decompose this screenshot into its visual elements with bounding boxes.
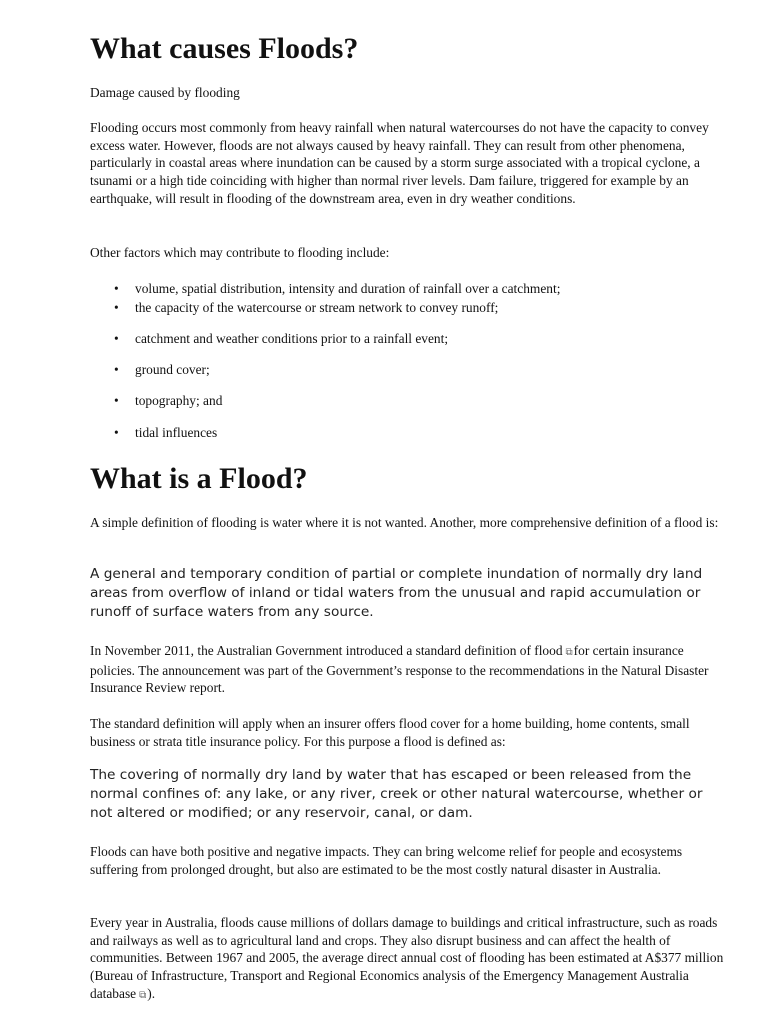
paragraph-standard-definition-history bbox=[90, 642, 730, 697]
paragraph-factors-intro: Other factors which may contribute to flooding include: bbox=[90, 245, 390, 260]
cost-text: Every year in Australia, floods cause millions of dollars damage to buildings and critical infrastructure, such as roads and railways as well as to agricultural land and crops. They also disrupt business and can affect the health of communities. Between 1967 and 2005, the average direct annual cost of flooding has been estimated at A$377 million (Bureau of Infrastructure, Transport and Regional Economics analysis of the Emergency Management Australia database bbox=[90, 915, 724, 1001]
blockquote-standard-definition: The covering of normally dry land by water that has escaped or been released from the normal confines of: any lake, or any river, creek or other natural watercourse, whether or not altered or modified; or any reservoir, canal, or dam. bbox=[90, 767, 703, 821]
blockquote-general-definition: A general and temporary condition of partial or complete inundation of normally dry land areas from overflow of inland or tidal waters from the unusual and rapid accumulation or runoff of surface waters from any source. bbox=[90, 566, 703, 620]
bullet-icon: • bbox=[114, 300, 119, 315]
list-item-text: tidal influences bbox=[135, 425, 218, 440]
bullet-icon: • bbox=[114, 362, 119, 377]
heading-what-causes-floods: What causes Floods? bbox=[90, 32, 359, 65]
image-caption: Damage caused by flooding bbox=[90, 85, 240, 100]
list-item-text: topography; and bbox=[135, 393, 223, 408]
list-item-text: catchment and weather conditions prior to a rainfall event; bbox=[135, 331, 449, 346]
list-item-text: the capacity of the watercourse or stream network to convey runoff; bbox=[135, 300, 499, 315]
heading-what-is-a-flood: What is a Flood? bbox=[90, 462, 308, 495]
nov2011-text-cont: for certain insurance policies. The announcement was part of the Government’s response to the recommendations in the Natural Disaster Insurance Review report. bbox=[90, 643, 709, 696]
paragraph-flood-impacts: Floods can have both positive and negative impacts. They can bring welcome relief for people and ecosystems suffering from prolonged drought, but also are estimated to be the most costly natural disaster in Australia. bbox=[90, 844, 683, 877]
bullet-icon: • bbox=[114, 331, 119, 346]
paragraph-simple-definition: A simple definition of flooding is water where it is not wanted. Another, more comprehensive definition of a flood is: bbox=[90, 515, 719, 530]
nov2011-text: In November 2011, the Australian Government introduced a standard definition of flood bbox=[90, 643, 563, 658]
bullet-icon: • bbox=[114, 393, 119, 408]
paragraph-standard-definition-intro: The standard definition will apply when an insurer offers flood cover for a home building, home contents, small business or strata title insurance policy. For this purpose a flood is defined as: bbox=[90, 716, 690, 749]
paragraph-flood-cost bbox=[90, 914, 730, 1005]
external-link-icon[interactable]: ⧉ bbox=[139, 989, 147, 1001]
external-link-icon[interactable]: ⧉ bbox=[565, 647, 573, 658]
paragraph-flooding-causes: Flooding occurs most commonly from heavy rainfall when natural watercourses do not have the capacity to convey excess water. However, floods are not always caused by heavy rainfall. They can result from other phenomena, particularly in coastal areas where inundation can be caused by a storm surge associated with a tropical cyclone, a tsunami or a high tide coinciding with higher than normal river levels. Dam failure, triggered for example by an earthquake, will result in flooding of the downstream area, even in dry weather conditions. bbox=[90, 120, 709, 206]
bullet-icon: • bbox=[114, 425, 119, 440]
bullet-icon: • bbox=[114, 281, 119, 296]
cost-text-end: ). bbox=[147, 985, 156, 1001]
list-item-text: ground cover; bbox=[135, 362, 210, 377]
list-item-text: volume, spatial distribution, intensity and duration of rainfall over a catchment; bbox=[135, 281, 561, 296]
